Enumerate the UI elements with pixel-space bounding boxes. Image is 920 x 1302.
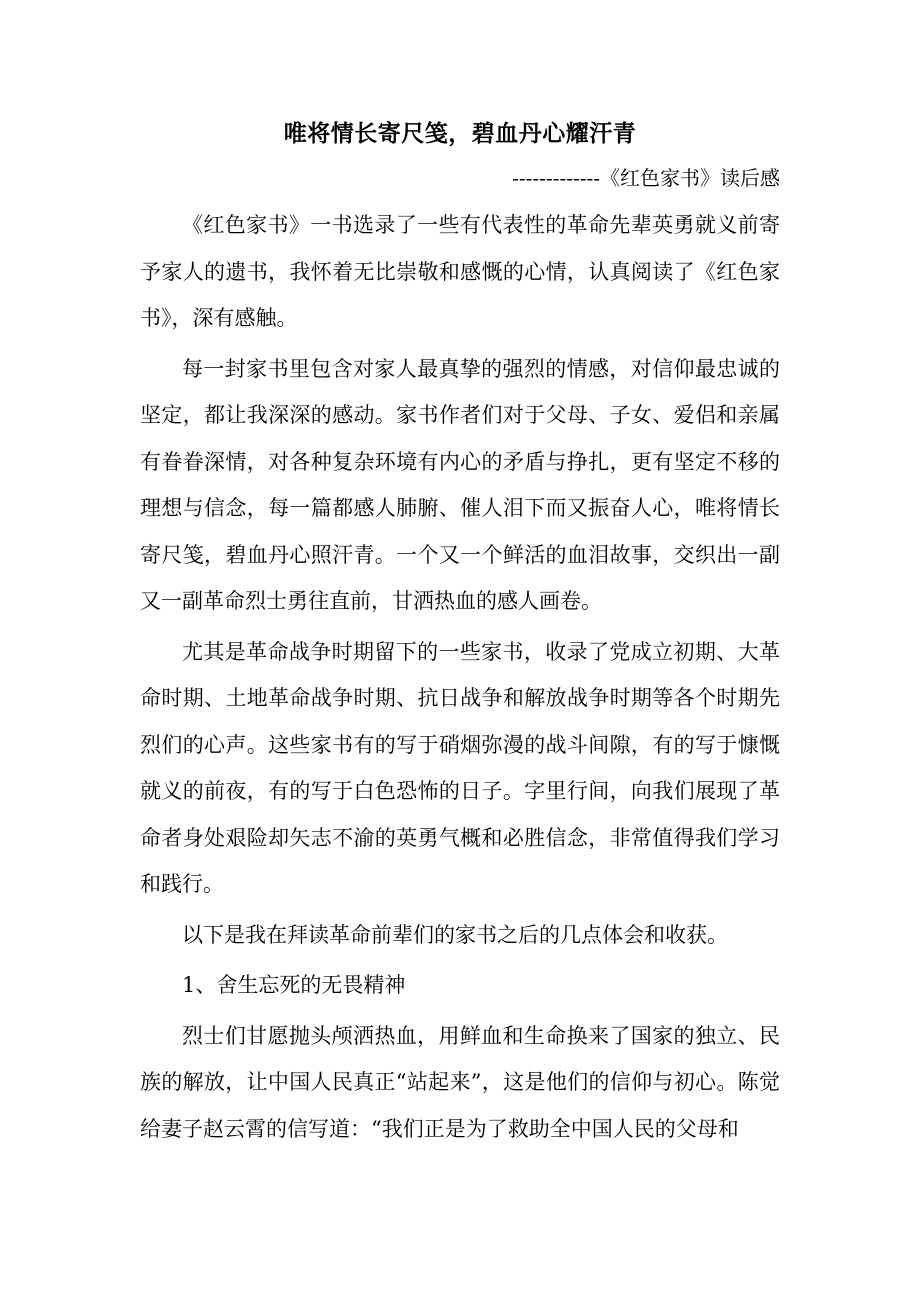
section-heading-1: 1、舍生忘死的无畏精神	[182, 973, 406, 997]
document-title: 唯将情长寄尺笺，碧血丹心耀汗青	[283, 121, 637, 147]
document-page	[140, 110, 780, 1156]
paragraph-history: 尤其是革命战争时期留下的一些家书，收录了党成立初期、大革命时期、土地革命战争时期、抗日战争和解放战争时期等各个时期先烈们的心声。这些家书有的写于硝烟弥漫的战斗间隙，有的写于慷慨就义的前夜，有的写于白色恐怖的日子。字里行间，向我们展现了革命者身处艰险却矢志不渝的英勇气概和必胜信念，非常值得我们学习和践行。	[140, 639, 780, 896]
paragraph-section-1: 烈士们甘愿抛头颅洒热血，用鲜血和生命换来了国家的独立、民族的解放，让中国人民真正“站起来”，这是他们的信仰与初心。陈觉给妻子赵云霄的信写道：“我们正是为了救助全中国人民的父母和	[140, 1023, 780, 1141]
paragraph-intro: 《红色家书》一书选录了一些有代表性的革命先辈英勇就义前寄予家人的遗书，我怀着无比崇敬和感慨的心情，认真阅读了《红色家书》，深有感触。	[140, 213, 780, 330]
document-subtitle: -------------《红色家书》读后感	[512, 166, 780, 190]
paragraph-emotion: 每一封家书里包含对家人最真挚的强烈的情感，对信仰最忠诚的坚定，都让我深深的感动。家书作者们对于父母、子女、爱侣和亲属有眷眷深情，对各种复杂环境有内心的矛盾与挣扎，更有坚定不移的理想与信念，每一篇都感人肺腑、催人泪下而又振奋人心，唯将情长寄尺笺，碧血丹心照汗青。一个又一个鲜活的血泪故事，交织出一副又一副革命烈士勇往直前，甘洒热血的感人画卷。	[140, 356, 780, 613]
paragraph-transition: 以下是我在拜读革命前辈们的家书之后的几点体会和收获。	[182, 922, 728, 947]
